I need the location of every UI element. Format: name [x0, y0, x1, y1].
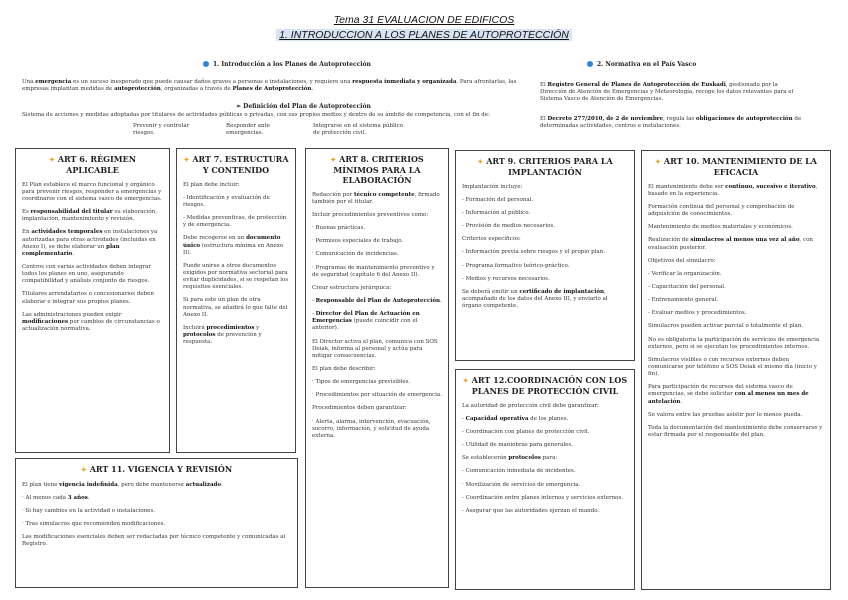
art8-paragraph: Procedimientos deben garantizar:: [312, 405, 407, 412]
art9-paragraph: Implantación incluye:: [462, 183, 523, 190]
art6-box: [15, 148, 170, 453]
art7-box: [176, 148, 296, 453]
intro-paragraph: Una emergencia es un suceso inesperado que puede causar daños graves a personas e instalaciones, y requiere una respuesta inmediata y organizada. Para afrontarlas, las empresas implantan medidas de autoprotección, organizadas a través de Planes de Autoprotección.: [22, 79, 517, 92]
art12-paragraph: La autoridad de protección civil debe garantizar:: [462, 402, 599, 409]
goal-1: Prevenir y controlar riesgos.: [133, 123, 190, 136]
art12-paragraph: - Comunicación inmediata de incidentes.: [462, 468, 576, 475]
basque-paragraph-2: El Decreto 277/2010, de 2 de noviembre, regula las obligaciones de autoprotección de determinadas actividades, centros e instalaciones.: [540, 116, 802, 129]
art12-paragraph: Se establecerán protocolos para:: [462, 455, 558, 462]
bullet-dot-icon: [203, 61, 209, 67]
bullet-dot-icon: [587, 61, 593, 67]
art12-title: ✦ ART 12.COORDINACIÓN CON LOS PLANES DE PROTECCIÓN CIVIL: [462, 375, 628, 396]
art7-paragraph: El plan debe incluir:: [183, 181, 240, 188]
goal-2: Responder ante emergencias.: [226, 123, 271, 136]
art10-paragraph: - Entrenamiento general.: [648, 297, 719, 304]
art7-title: ✦ ART 7. ESTRUCTURA Y CONTENIDO: [183, 154, 289, 175]
art7-paragraph: - Identificación y evaluación de riesgos.: [183, 194, 270, 209]
art10-paragraph: Para participación de recursos del sistema vasco de emergencias, se debe solicitar con al menos un mes de antelación.: [648, 384, 809, 405]
art10-title: ✦ ART 10. MANTENIMIENTO DE LA EFICACIA: [655, 156, 817, 177]
art6-paragraph: Las administraciones pueden exigir modificaciones por cambios de circunstancias o actualización normativa.: [22, 311, 160, 332]
art11-paragraph: · Al menos cada 3 años.: [22, 494, 90, 501]
star-icon: ✦: [655, 157, 661, 166]
art10-paragraph: Simulacros visibles o con recursos externos deben comunicarse por teléfono a SOS Deiak el mismo día (inicio y fin).: [648, 356, 817, 378]
art11-box: [15, 458, 298, 588]
art12-paragraph: - Capacidad operativa de los planes.: [462, 415, 569, 422]
basque-heading: 2. Normativa en el País Vasco: [587, 61, 696, 69]
art6-paragraph: Titulares arrendatarios o concesionarios deben elaborar e integrar sus propios planes.: [22, 291, 154, 305]
star-icon: ✦: [477, 157, 484, 166]
art10-paragraph: Toda la documentación del mantenimiento debe conservarse y estar firmada por el responsable del plan.: [648, 424, 823, 438]
basque-paragraph-1: El Registro General de Planes de Autoprotección de Euskadi, gestionado por la Dirección de Atención de Emergencias y Meteorología, recoge los datos relevantes para el Sistema Vasco de Atención de Emergencias.: [540, 82, 794, 102]
art9-body: [462, 184, 628, 311]
art8-body: [312, 192, 442, 440]
art8-paragraph: Crear estructura jerárquica:: [312, 284, 392, 291]
art12-paragraph: - Asegurar que las autoridades ejerzan el mando.: [462, 507, 600, 514]
art9-paragraph: Criterios específicos:: [462, 236, 521, 243]
page-title: Tema 31 EVALUACION DE EDIFICOS: [333, 14, 515, 26]
art6-paragraph: En actividades temporales en instalaciones ya autorizadas para otras actividades (incluidas en Anexo I), se debe elaborar un plan complementario.: [22, 229, 158, 257]
art8-paragraph: · Procedimientos por situación de emergencia.: [312, 392, 442, 399]
art10-box: [641, 150, 831, 590]
art8-paragraph: · Tipos de emergencias previsibles.: [312, 379, 411, 386]
art9-paragraph: - Provisión de medios necesarios.: [462, 223, 555, 230]
art6-body: [22, 182, 163, 333]
art8-paragraph: - Responsable del Plan de Autoprotección.: [312, 298, 442, 305]
star-icon: ✦: [462, 376, 469, 385]
art9-box: [455, 150, 635, 361]
art9-title: ✦ ART 9. CRITERIOS PARA LA IMPLANTACIÓN: [477, 156, 613, 177]
intro-heading: 1. Introducción a los Planes de Autoprotección: [203, 61, 371, 69]
star-icon: ✦: [183, 155, 190, 164]
definition-text: Sistema de acciones y medidas adoptadas por titulares de actividades públicas o privadas, con sus propios medios y dentro de su ámbito de competencia, con el fin de:: [22, 112, 490, 118]
art10-paragraph: No es obligatoria la participación de servicios de emergencia externos, pero si se ejecutan los procedimientos internos.: [648, 336, 820, 350]
art9-paragraph: - Formación del personal.: [462, 196, 534, 203]
art11-paragraph: · Tras simulacros que recomienden modificaciones.: [22, 521, 166, 528]
art6-paragraph: El Plan establece el marco funcional y orgánico para prevenir riesgos, responder a emergencias y coordinarse con el sistema vasco de emergencias.: [22, 181, 162, 203]
art8-paragraph: · Alerta, alarma, intervención, evacuación, socorro, información, y solicitud de ayuda externa.: [312, 418, 431, 439]
art10-paragraph: El mantenimiento debe ser continuo, sucesivo e iterativo, basado en la experiencia.: [648, 183, 818, 197]
art8-paragraph: · Buenas prácticas.: [312, 225, 366, 232]
art8-paragraph: - Director del Plan de Actuación en Emergencias (puede coincidir con el anterior).: [312, 311, 420, 332]
art6-paragraph: Centros con varias actividades deben integrar todos los planes en uno, asegurando compatibilidad y análisis conjunto de riesgos.: [22, 264, 152, 285]
art7-paragraph: - Medidas preventivas, de protección y de emergencia.: [183, 215, 287, 229]
art10-paragraph: - Verificar la organización.: [648, 270, 722, 277]
art8-paragraph: El Director activa el plan, comunica con SOS Deiak, informa al personal y actúa para mitigar consecuencias.: [312, 338, 438, 359]
art11-body: [22, 482, 291, 549]
art10-paragraph: - Capacitación del personal.: [648, 284, 726, 291]
art8-paragraph: · Permisos especiales de trabajo.: [312, 238, 404, 245]
art10-paragraph: Realización de simulacros al menos una vez al año, con evaluación posterior.: [648, 237, 813, 251]
star-icon: ✦: [48, 155, 55, 164]
art12-paragraph: - Coordinación entre planes internos y servicios externos.: [462, 494, 624, 501]
art7-body: [183, 182, 289, 347]
art11-paragraph: · Si hay cambios en la actividad o instalaciones.: [22, 508, 156, 515]
art9-paragraph: - Medios y recursos necesarios.: [462, 275, 550, 282]
art7-paragraph: Puede unirse a otros documentos exigidos por normativa sectorial para evitar duplicidades, si se respetan los requisitos esenciales.: [183, 262, 289, 291]
art8-title: ✦ ART 8. CRITERIOS MÍNIMOS PARA LA ELABORACIÓN: [330, 154, 424, 185]
art10-paragraph: Mantenimiento de medios materiales y económicos.: [648, 224, 793, 231]
art8-paragraph: Redacción por técnico competente, firmado también por el titular.: [312, 191, 440, 205]
art11-paragraph: El plan tiene vigencia indefinida, pero debe mantenerse actualizado.: [22, 481, 223, 488]
art10-paragraph: Se valora entre las pruebas asistir por lo menos pueda.: [648, 411, 803, 418]
art9-paragraph: - Información previa sobre riesgos y el propio plan.: [462, 249, 605, 256]
art7-paragraph: Debe recogerse en un documento único (estructura mínima en Anexo II).: [183, 235, 284, 256]
art10-body: [648, 184, 824, 439]
art12-body: [462, 403, 628, 515]
art9-paragraph: - Programa formativo teórico-práctico.: [462, 262, 570, 269]
art12-paragraph: - Utilidad de maniobras para generales.: [462, 442, 573, 449]
art9-paragraph: - Información al público.: [462, 210, 531, 217]
goal-3: Integrarse en el sistema público de protección civil.: [313, 123, 403, 136]
page-subtitle: 1. INTRODUCCION A LOS PLANES DE AUTOPROTECCIÓN: [0, 29, 848, 42]
art10-paragraph: Formación continua del personal y comprobación de adquisición de conocimientos.: [648, 204, 795, 218]
art8-paragraph: · Comunicación de incidencias.: [312, 251, 399, 258]
star-icon: ✦: [80, 465, 87, 474]
art11-title: ✦ ART 11. VIGENCIA Y REVISIÓN: [80, 464, 233, 474]
art6-paragraph: Es responsabilidad del titular su elaboración, implantación, mantenimiento y revisión.: [22, 209, 157, 223]
art10-paragraph: Simulacros pueden activar parcial o totalmente el plan.: [648, 323, 804, 330]
art12-box: [455, 369, 635, 590]
art12-paragraph: - Coordinación con planes de protección civil.: [462, 429, 590, 436]
art12-paragraph: · Movilización de servicios de emergencia.: [462, 481, 581, 488]
art10-paragraph: - Evaluar medios y procedimientos.: [648, 310, 747, 317]
star-icon: ✦: [330, 155, 337, 164]
art8-paragraph: El plan debe describir:: [312, 366, 376, 372]
art7-paragraph: Si para este un plan de otra normativa, se añadirá lo que falte del Anexo II.: [183, 297, 288, 318]
definition-heading: ➢ Definición del Plan de Autoprotección: [236, 103, 371, 110]
art8-paragraph: · Programas de mantenimiento preventivo y de seguridad (capítulo 6 del Anexo II).: [312, 264, 435, 278]
art11-paragraph: Las modificaciones esenciales deben ser redactadas por técnico competente y comunicadas al Registro.: [22, 534, 286, 548]
art9-paragraph: Se deberá emitir un certificado de implantación, acompañado de los datos del Anexo III, y enviarlo al órgano competente.: [462, 288, 608, 310]
art8-paragraph: Incluir procedimientos preventivos como:: [312, 212, 429, 219]
art10-paragraph: Objetivos del simulacro:: [648, 257, 716, 264]
art7-paragraph: Incluirá procedimientos y protocolos de prevención y respuesta.: [183, 324, 262, 346]
art6-title: ✦ ART 6. RÉGIMEN APLICABLE: [48, 154, 137, 175]
art8-box: [305, 148, 449, 588]
